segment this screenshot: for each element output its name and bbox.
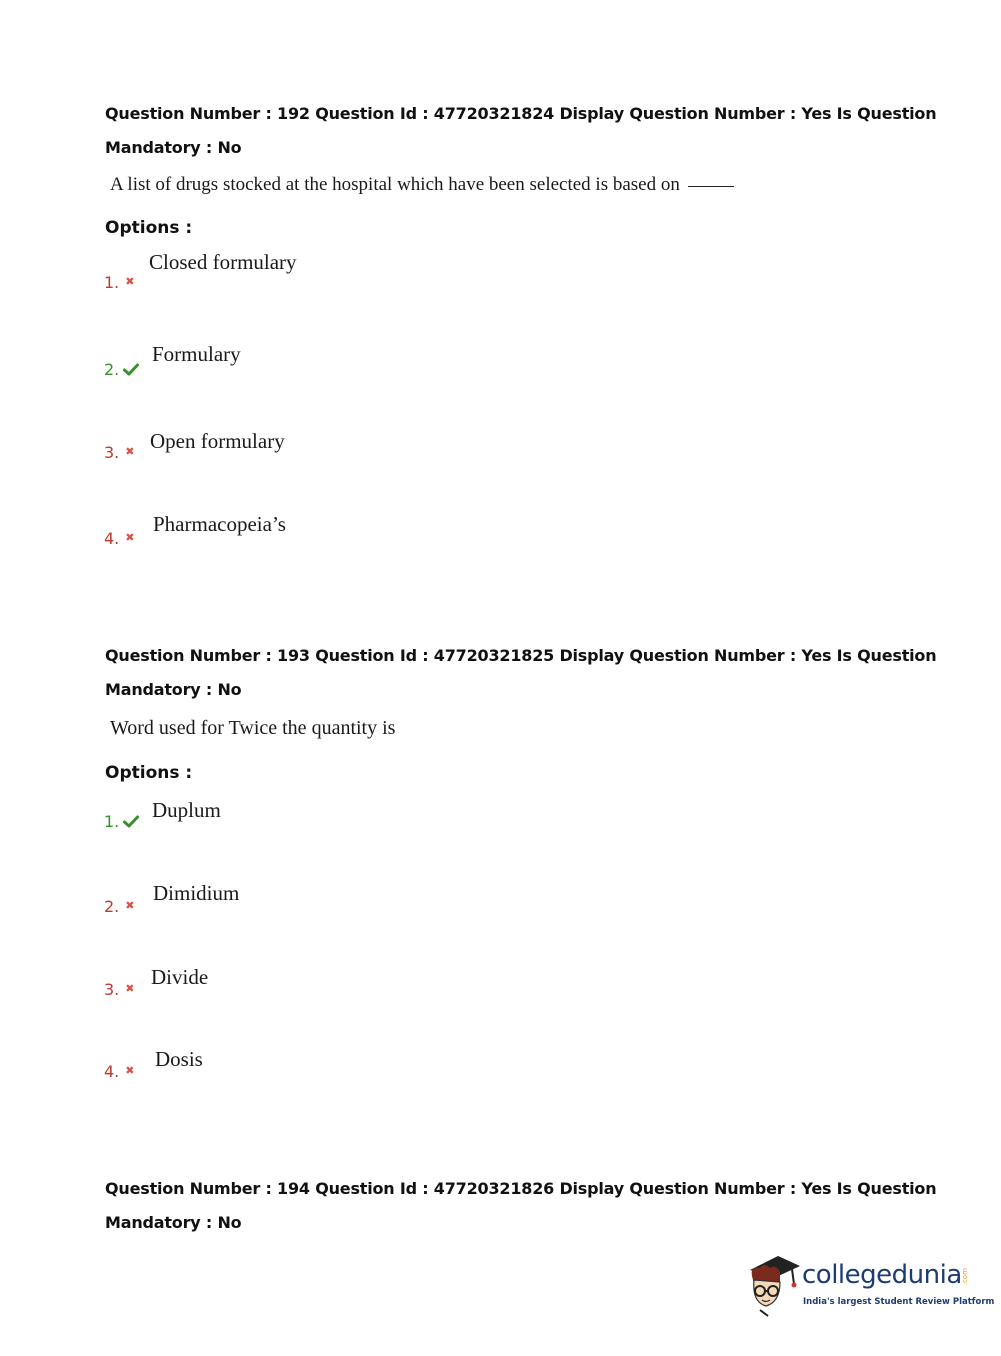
option-number-label: 1. (104, 273, 120, 292)
option-number-label: 2. (104, 897, 120, 916)
option-text: Duplum (152, 798, 221, 822)
question-header: Question Number : 193 Question Id : 47720321825 Display Question Number : Yes Is Question (105, 646, 937, 665)
cross-icon: ✖ (125, 899, 135, 912)
option-text: Dosis (155, 1047, 203, 1071)
options-label: Options : (105, 218, 193, 238)
cross-icon: ✖ (125, 1064, 135, 1077)
option-number-label: 3. (104, 980, 120, 999)
option-number-label: 4. (104, 1062, 120, 1081)
option-number (104, 897, 134, 916)
logo-domain-suffix: .com (961, 1268, 969, 1286)
option-text: Closed formulary (149, 250, 297, 274)
option-text: Dimidium (153, 881, 240, 905)
option-text: Formulary (152, 342, 241, 366)
option-number-label: 2. (104, 360, 120, 379)
logo-wordmark: collegedunia (802, 1260, 962, 1290)
mascot-icon (742, 1250, 802, 1320)
question-mandatory: Mandatory : No (105, 138, 242, 157)
question-mandatory: Mandatory : No (105, 680, 242, 699)
option-number (104, 360, 139, 379)
question-text-content: A list of drugs stocked at the hospital which have been selected is based on (110, 174, 680, 195)
option-number-label: 4. (104, 529, 120, 548)
option-number (104, 273, 134, 292)
cross-icon: ✖ (125, 445, 135, 458)
option-number (104, 812, 139, 831)
fill-in-blank (688, 186, 734, 187)
option-number-label: 3. (104, 443, 120, 462)
question-header: Question Number : 194 Question Id : 47720321826 Display Question Number : Yes Is Question (105, 1179, 937, 1198)
question-header: Question Number : 192 Question Id : 47720321824 Display Question Number : Yes Is Question (105, 104, 937, 123)
option-number-label: 1. (104, 812, 120, 831)
options-label: Options : (105, 763, 193, 783)
option-text: Pharmacopeia’s (153, 512, 286, 536)
option-number (104, 443, 134, 462)
logo-tagline: India's largest Student Review Platform (803, 1297, 995, 1307)
cross-icon: ✖ (125, 275, 135, 288)
check-icon (123, 815, 139, 828)
question-text (110, 174, 734, 196)
option-number (104, 529, 134, 548)
option-text: Divide (151, 965, 209, 989)
option-text: Open formulary (150, 429, 285, 453)
option-number (104, 980, 134, 999)
collegedunia-logo (742, 1250, 995, 1320)
option-number (104, 1062, 134, 1081)
cross-icon: ✖ (125, 531, 135, 544)
check-icon (123, 363, 139, 376)
cross-icon: ✖ (125, 982, 135, 995)
question-text: Word used for Twice the quantity is (110, 717, 396, 739)
question-mandatory: Mandatory : No (105, 1213, 242, 1232)
